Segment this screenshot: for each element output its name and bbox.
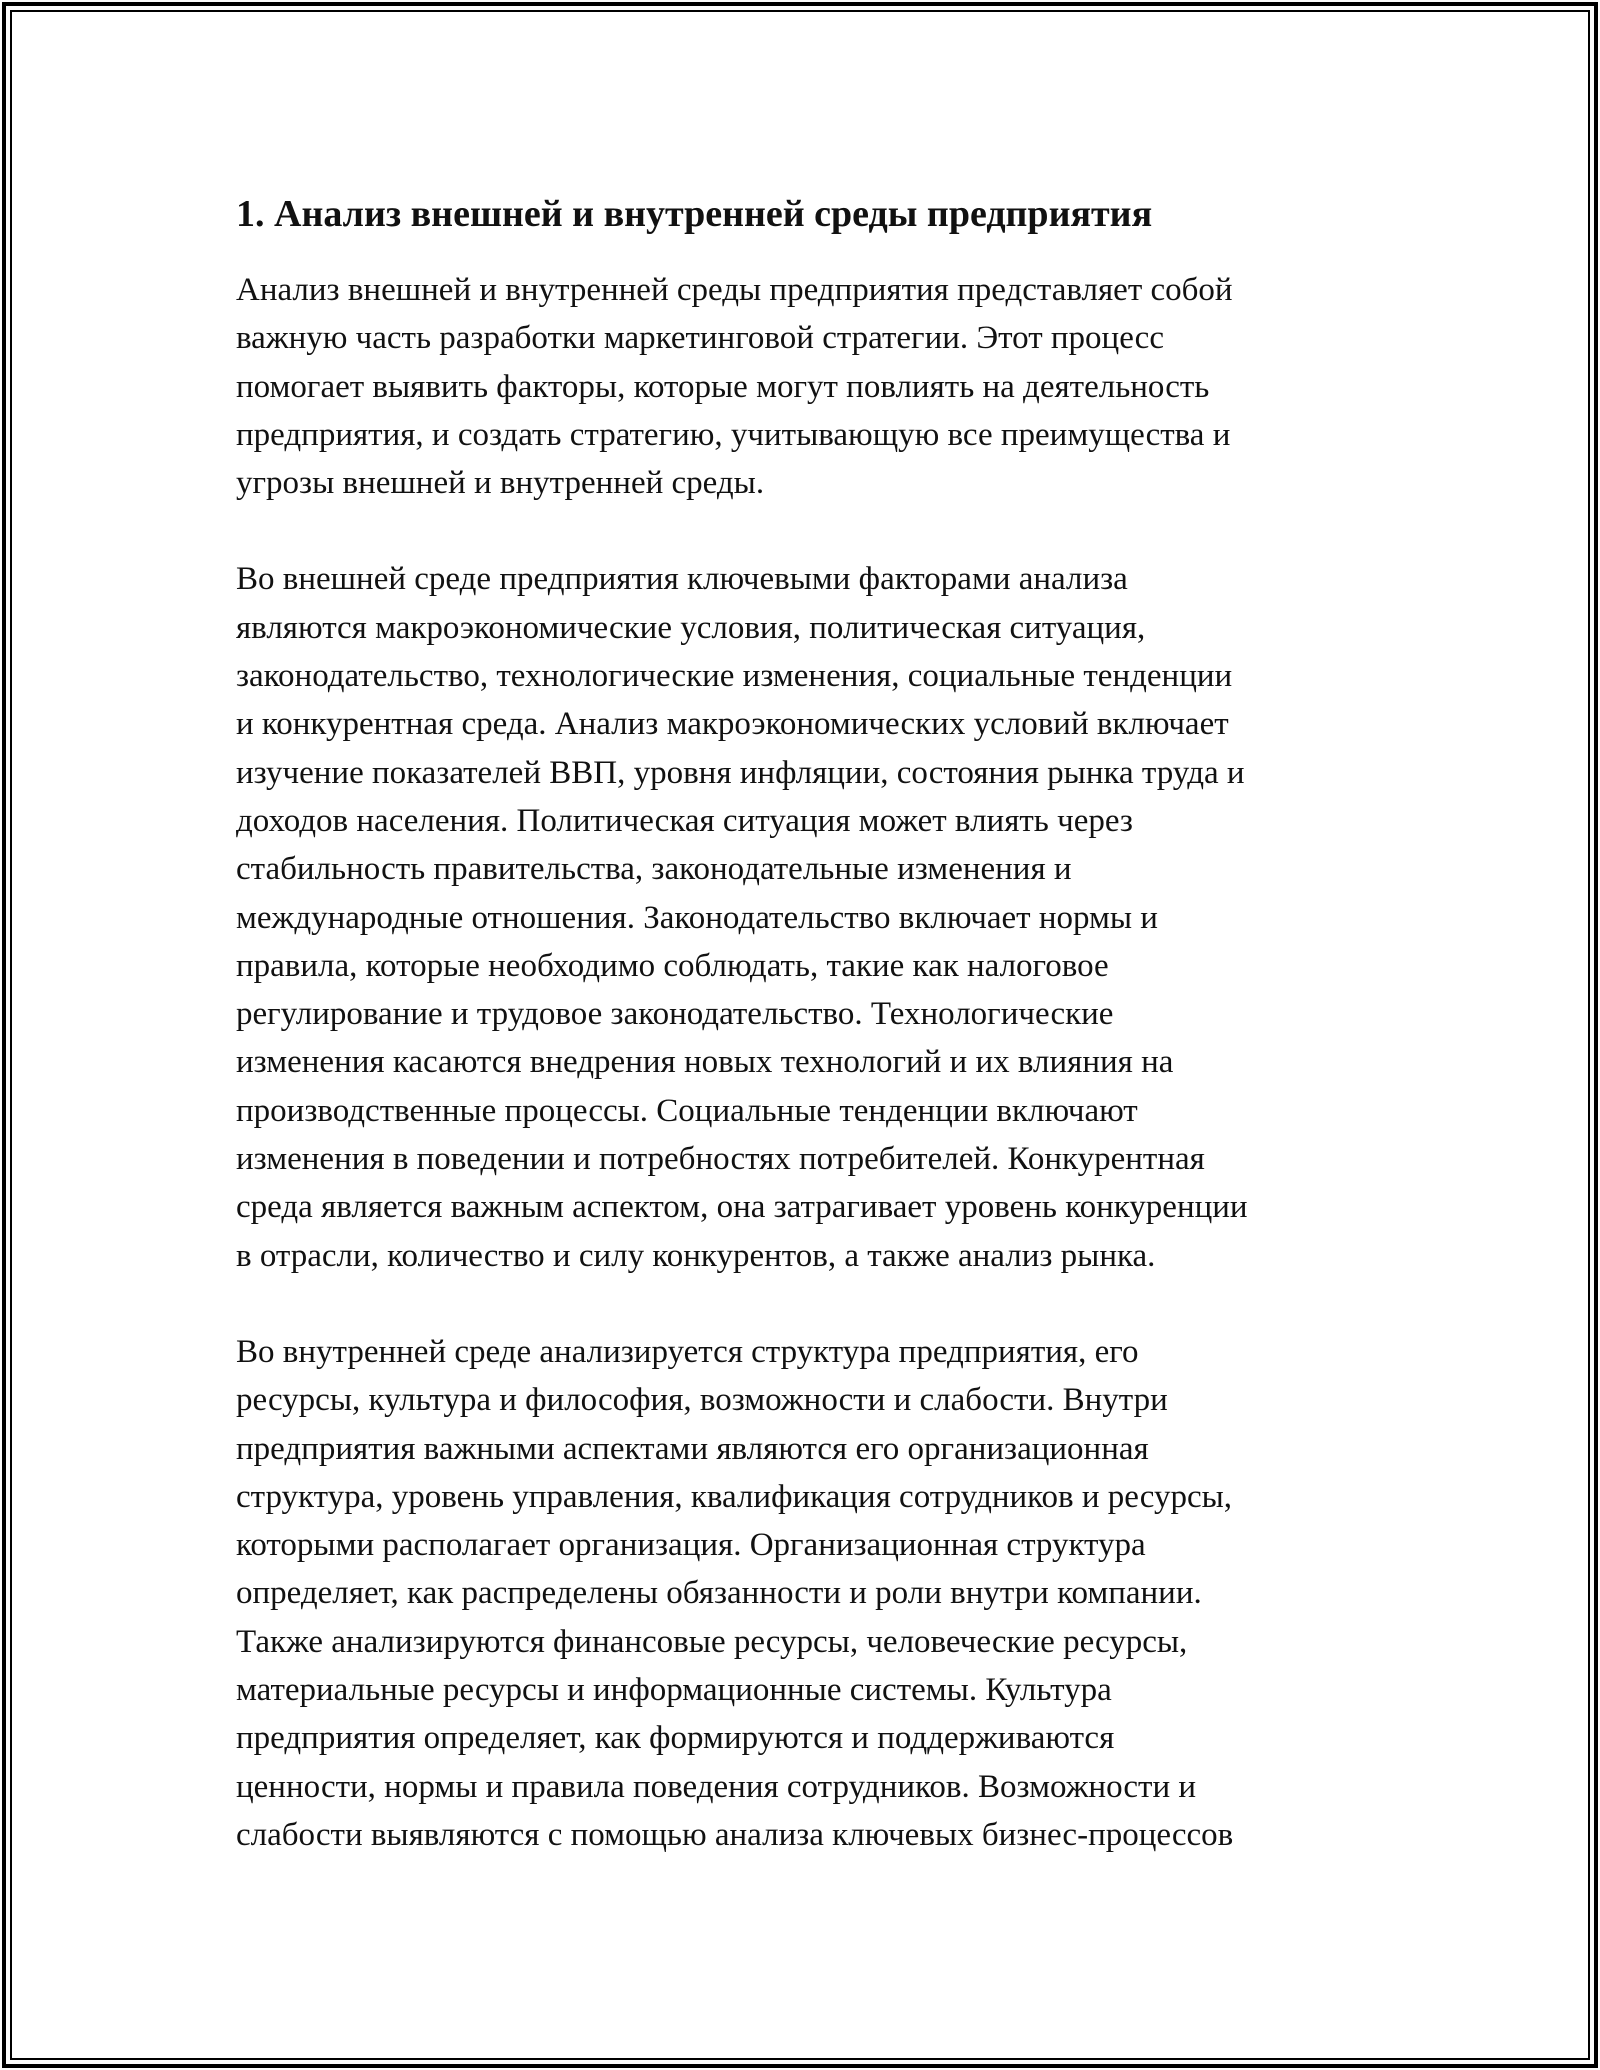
text-line: ценности, нормы и правила поведения сотрудников. Возможности и [236,1768,1197,1805]
text-line: являются макроэкономические условия, политическая ситуация, [236,609,1146,646]
paragraph-internal-environment [236,1328,1396,1859]
text-line: материальные ресурсы и информационные системы. Культура [236,1672,1112,1709]
text-line: изучение показателей ВВП, уровня инфляции, состояния рынка труда и [236,754,1245,791]
text-line: стабильность правительства, законодательные изменения и [236,851,1072,888]
text-line: производственные процессы. Социальные тенденции включают [236,1092,1138,1129]
section-heading: 1. Анализ внешней и внутренней среды предприятия [236,193,1153,235]
text-line: Анализ внешней и внутренней среды предприятия представляет собой [236,272,1233,308]
text-line: и конкурентная среда. Анализ макроэкономических условий включает [236,706,1229,743]
text-line: международные отношения. Законодательство включает нормы и [236,899,1158,936]
text-line: предприятия важными аспектами являются его организационная [236,1430,1149,1467]
text-line: слабости выявляются с помощью анализа ключевых бизнес-процессов [236,1816,1234,1853]
text-line: предприятия, и создать стратегию, учитывающую все преимущества и [236,416,1231,453]
paragraph-intro [236,266,1396,507]
text-line: Во внешней среде предприятия ключевыми факторами анализа [236,561,1128,598]
text-line: правила, которые необходимо соблюдать, такие как налоговое [236,947,1109,984]
document-body [236,188,1396,1907]
text-line: помогает выявить факторы, которые могут повлиять на деятельность [236,368,1210,405]
text-line: предприятия определяет, как формируются и поддерживаются [236,1720,1115,1757]
text-line: определяет, как распределены обязанности и роли внутри компании. [236,1575,1202,1612]
text-line: изменения в поведении и потребностях потребителей. Конкурентная [236,1141,1205,1178]
text-line: которыми располагает организация. Организационная структура [236,1527,1146,1564]
text-line: законодательство, технологические изменения, социальные тенденции [236,658,1233,695]
text-line: ресурсы, культура и философия, возможности и слабости. Внутри [236,1382,1168,1419]
text-line: регулирование и трудовое законодательство. Технологические [236,996,1114,1033]
text-line: изменения касаются внедрения новых технологий и их влияния на [236,1044,1174,1081]
text-line: угрозы внешней и внутренней среды. [236,465,765,502]
text-line: доходов населения. Политическая ситуация может влиять через [236,802,1133,839]
text-line: важную часть разработки маркетинговой стратегии. Этот процесс [236,320,1164,357]
text-line: Также анализируются финансовые ресурсы, человеческие ресурсы, [236,1623,1188,1660]
text-line: в отрасли, количество и силу конкурентов, а также анализ рынка. [236,1237,1156,1274]
text-line: Во внутренней среде анализируется структура предприятия, его [236,1333,1139,1370]
paragraph-external-environment [236,555,1396,1279]
text-line: структура, уровень управления, квалификация сотрудников и ресурсы, [236,1478,1233,1515]
text-line: среда является важным аспектом, она затрагивает уровень конкуренции [236,1189,1248,1226]
